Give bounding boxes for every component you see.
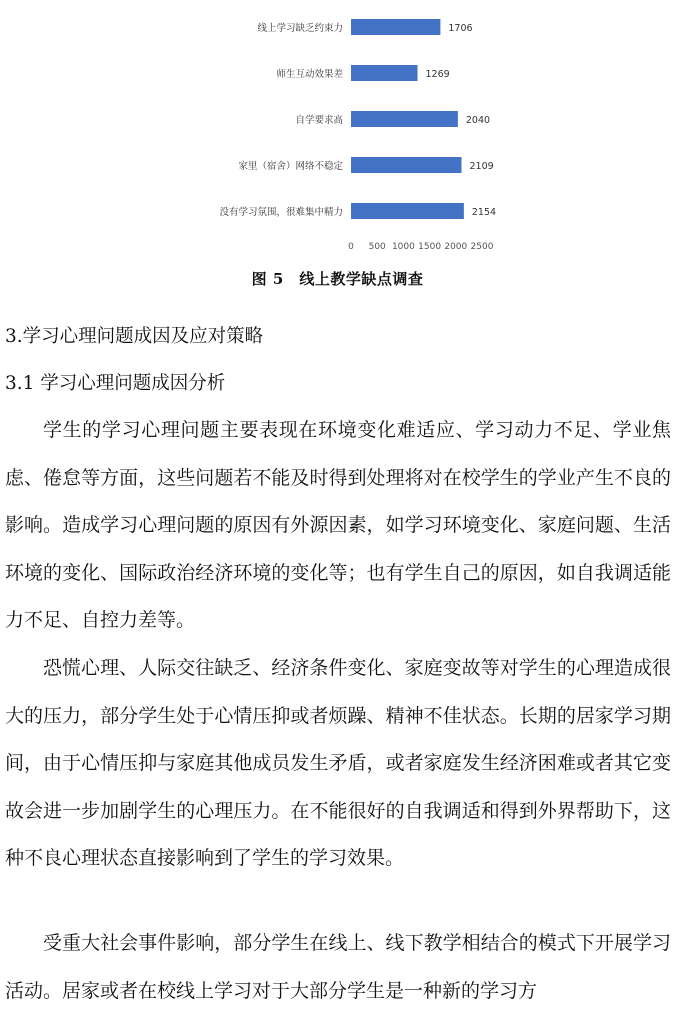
section-heading: 3.学习心理问题成因及应对策略	[5, 326, 264, 347]
x-tick-label-2000: 2000	[444, 242, 468, 252]
x-tick-label-0: 0	[348, 242, 354, 252]
paragraph-2: 恐慌心理、人际交往缺乏、经济条件变化、家庭变故等对学生的心理造成很大的压力，部分学生处于心情压抑或者烦躁、精神不佳状态。长期的居家学习期间，由于心情压抑与家庭其他成员发生矛盾，或者家庭发生经济困难或者其它变故会进一步加剧学生的心理压力。在不能很好的自我调适和得到外界帮助下，这种不良心理状态直接影响到了学生的学习效果。	[5, 657, 671, 869]
data-label-1: 1706	[448, 23, 473, 34]
paragraph-1: 学生的学习心理问题主要表现在环境变化难适应、学习动力不足、学业焦虑、倦怠等方面，这些问题若不能及时得到处理将对在校学生的学业产生不良的影响。造成学习心理问题的原因有外源因素，如学习环境变化、家庭问题、生活环境的变化、国际政治经济环境的变化等；也有学生自己的原因，如自我调适能力不足、自控力差等。	[5, 419, 671, 631]
bar-5	[351, 203, 464, 219]
data-label-3: 2040	[465, 115, 491, 126]
category-label-5: 没有学习氛围，很难集中精力	[219, 207, 343, 218]
bar-4	[351, 157, 462, 173]
bar-3	[351, 111, 458, 127]
data-label-2: 1269	[425, 69, 450, 80]
data-label-4: 2109	[469, 161, 494, 172]
paragraph-3: 受重大社会事件影响，部分学生在线上、线下教学相结合的模式下开展学习活动。居家或者在校线上学习对于大部分学生是一种新的学习方	[5, 932, 671, 1002]
category-label-3: 自学要求高	[295, 115, 343, 126]
category-label-4: 家里（宿舍）网络不稳定	[238, 161, 343, 172]
data-label-5: 2154	[471, 207, 497, 218]
figure-caption: 图 5 线上教学缺点调查	[251, 270, 424, 288]
x-tick-label-2500: 2500	[470, 242, 494, 252]
bar-chart	[0, 0, 675, 262]
category-label-2: 师生互动效果差	[276, 69, 343, 80]
category-label-1: 线上学习缺乏约束力	[257, 23, 343, 34]
bar-1	[351, 19, 440, 35]
bar-2	[351, 65, 417, 81]
x-tick-label-500: 500	[368, 242, 386, 252]
subsection-heading: 3.1 学习心理问题成因分析	[5, 373, 226, 394]
x-tick-label-1000: 1000	[391, 242, 415, 252]
x-tick-label-1500: 1500	[418, 242, 442, 252]
